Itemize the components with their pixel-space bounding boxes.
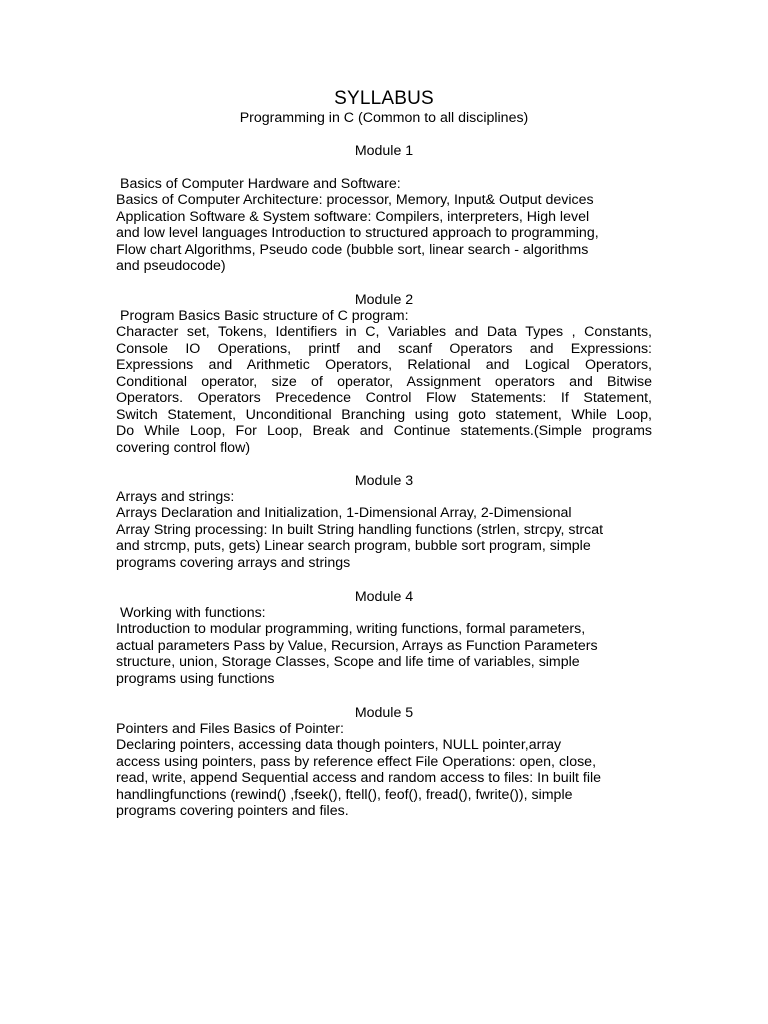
module-2-line: Operators. Operators Precedence Control Flow Statements: If Statement, xyxy=(116,390,652,406)
module-4-line: Introduction to modular programming, writing functions, formal parameters, xyxy=(116,621,586,637)
module-3-body xyxy=(116,505,603,571)
module-3-line: programs covering arrays and strings xyxy=(116,554,351,571)
module-5-body xyxy=(116,737,601,820)
document-title: SYLLABUS xyxy=(334,88,434,109)
module-3-line: Arrays Declaration and Initialization, 1-Dimensional Array, 2-Dimensional xyxy=(116,505,572,521)
module-5-line: Declaring pointers, accessing data though pointers, NULL pointer,array xyxy=(116,737,562,753)
module-3-line: and strcmp, puts, gets) Linear search program, bubble sort program, simple xyxy=(116,538,591,554)
module-5-heading: Module 5 xyxy=(354,705,414,721)
module-2-line: Character set, Tokens, Identifiers in C, Variables and Data Types , Constants, xyxy=(116,324,652,340)
module-4-body xyxy=(116,621,598,687)
module-2-line: Conditional operator, size of operator, Assignment operators and Bitwise xyxy=(116,373,652,390)
document-subtitle: Programming in C (Common to all disciplines) xyxy=(239,110,529,126)
module-2-line: covering control flow) xyxy=(116,439,251,456)
module-2-heading: Module 2 xyxy=(354,292,414,308)
module-1-section-title: Basics of Computer Hardware and Software: xyxy=(120,176,401,192)
module-1-line: Application Software & System software: Compilers, interpreters, High level xyxy=(116,208,590,225)
module-1-line: and low level languages Introduction to structured approach to programming, xyxy=(116,225,599,241)
module-3-section-title: Arrays and strings: xyxy=(116,489,235,505)
module-2-section-title: Program Basics Basic structure of C program: xyxy=(120,308,409,324)
module-5-line: read, write, append Sequential access and random access to files: In built file xyxy=(116,770,602,786)
module-2-line: Console IO Operations, printf and scanf Operators and Expressions: xyxy=(116,340,652,357)
module-2-line: Do While Loop, For Loop, Break and Continue statements.(Simple programs xyxy=(116,423,652,439)
module-3-heading: Module 3 xyxy=(354,473,414,489)
module-4-line: actual parameters Pass by Value, Recursion, Arrays as Function Parameters xyxy=(116,637,598,654)
module-2-line: Switch Statement, Unconditional Branching using goto statement, While Loop, xyxy=(116,406,652,423)
module-3-line: Array String processing: In built String handling functions (strlen, strcpy, strcat xyxy=(116,521,604,538)
module-4-heading: Module 4 xyxy=(354,589,414,605)
module-2-body xyxy=(116,324,652,456)
module-2-line: Expressions and Arithmetic Operators, Relational and Logical Operators, xyxy=(116,357,652,373)
module-1-heading: Module 1 xyxy=(354,143,414,159)
module-4-section-title: Working with functions: xyxy=(120,605,266,621)
module-4-line: programs using functions xyxy=(116,670,275,687)
module-1-body xyxy=(116,192,599,275)
module-5-line: programs covering pointers and files. xyxy=(116,803,349,819)
module-5-line: access using pointers, pass by reference effect File Operations: open, close, xyxy=(116,753,597,770)
module-1-line: and pseudocode) xyxy=(116,258,226,274)
module-4-line: structure, union, Storage Classes, Scope and life time of variables, simple xyxy=(116,654,580,670)
module-5-section-title: Pointers and Files Basics of Pointer: xyxy=(116,721,344,737)
module-1-line: Basics of Computer Architecture: processor, Memory, Input& Output devices xyxy=(116,192,594,208)
module-5-line: handlingfunctions (rewind() ,fseek(), ftell(), feof(), fread(), fwrite()), simple xyxy=(116,786,573,803)
module-1-line: Flow chart Algorithms, Pseudo code (bubble sort, linear search - algorithms xyxy=(116,241,589,258)
